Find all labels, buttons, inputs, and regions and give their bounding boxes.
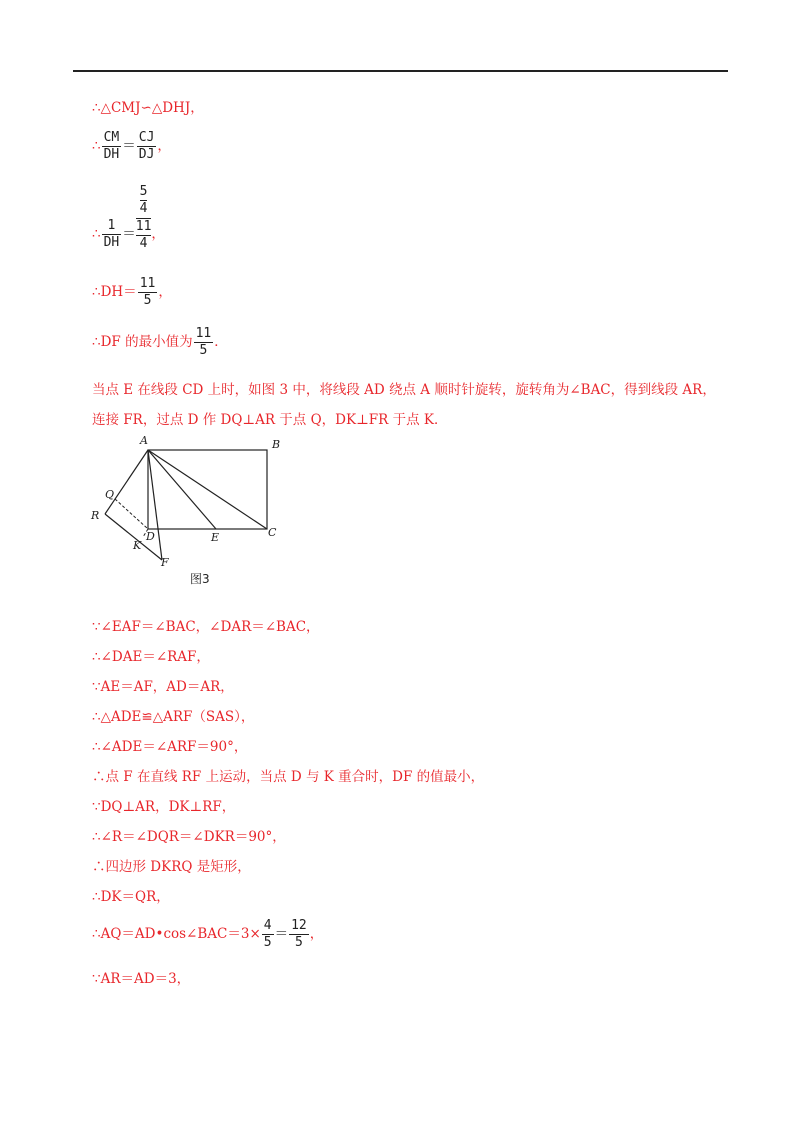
case-paragraph: 当点 E 在线段 CD 上时，如图 3 中，将线段 AD 绕点 A 顺时针旋转，旋转角为∠BAC，得到线段 AR，连接 FR，过点 D 作 DQ⊥AR 于点 Q，DK⊥FR 于点 K．: [92, 382, 716, 428]
inner-denominator: 4: [139, 236, 148, 251]
segment-ac: [148, 450, 267, 529]
therefore-symbol: ∴: [92, 138, 101, 154]
step-4: ∴△ADE≌△ARF（SAS），: [92, 709, 255, 725]
denominator: 5: [263, 935, 272, 950]
numerator: CM: [103, 130, 120, 145]
step-1: ∵∠EAF＝∠BAC，∠DAR＝∠BAC，: [92, 619, 320, 635]
segment-af: [148, 450, 162, 560]
step-11: [92, 918, 323, 951]
numerator: 1: [102, 218, 122, 235]
label-q: Q: [105, 488, 115, 501]
label-k: K: [133, 539, 142, 552]
denominator: 5: [143, 293, 152, 308]
comma: ，: [309, 926, 324, 942]
fraction-12-5: [289, 918, 309, 951]
step-10: ∴DK＝QR，: [92, 889, 170, 905]
equals: ＝: [122, 138, 136, 154]
step-5: ∴∠ADE＝∠ARF＝90°，: [92, 739, 248, 755]
segment-ae: [148, 450, 216, 529]
figure-caption: 图3: [190, 572, 210, 586]
label-c: C: [268, 526, 277, 539]
complex-fraction: [136, 184, 152, 253]
aq-equation: ∴AQ＝AD•cos∠BAC＝3×: [92, 926, 261, 942]
df-min-text: ∴DF 的最小值为: [92, 334, 193, 350]
fraction-11-5: [138, 276, 158, 309]
inner-numerator: 5: [139, 184, 148, 199]
line-similar-triangles: ∴△CMJ∽△DHJ，: [92, 100, 204, 116]
fraction-1-dh: [102, 218, 122, 251]
comma: ，: [158, 284, 172, 300]
period: ．: [214, 334, 228, 350]
line-ratio: [92, 130, 171, 163]
label-d: D: [146, 530, 155, 543]
complex-numerator: [136, 184, 152, 219]
line-df-min: [92, 326, 228, 359]
step-7: ∵DQ⊥AR，DK⊥RF，: [92, 799, 236, 815]
label-f: F: [161, 556, 169, 569]
denominator: DH: [103, 147, 120, 162]
label-b: B: [272, 438, 281, 451]
segment-ar: [105, 450, 148, 514]
denominator: 5: [199, 343, 208, 358]
header-rule: [73, 70, 728, 72]
numerator: 11: [139, 276, 156, 291]
fraction-4-5: [262, 918, 274, 951]
therefore-symbol: ∴: [92, 226, 101, 242]
denominator: 5: [295, 935, 303, 950]
step-6: ∴点 F 在直线 RF 上运动，当点 D 与 K 重合时，DF 的值最小，: [92, 769, 485, 785]
comma: ，: [151, 226, 165, 242]
fraction-cj-dj: [137, 130, 157, 163]
inner-numerator: 11: [135, 219, 152, 234]
dashed-qd: [115, 499, 148, 529]
figure-3-diagram: [85, 432, 295, 572]
complex-denominator: [136, 219, 152, 253]
fraction-11-5: [194, 326, 214, 359]
line-dh-value: [92, 276, 172, 309]
step-3: ∵AE＝AF，AD＝AR，: [92, 679, 234, 695]
comma: ，: [157, 138, 171, 154]
fraction-cm-dh: [102, 130, 122, 163]
numerator: 11: [195, 326, 212, 341]
numerator: CJ: [138, 130, 155, 145]
label-r: R: [91, 509, 100, 522]
denominator: DJ: [138, 147, 155, 162]
dh-equals: ∴DH＝: [92, 284, 137, 300]
inner-denominator: 4: [139, 201, 148, 216]
denominator: DH: [103, 235, 120, 250]
label-e: E: [211, 531, 220, 544]
step-2: ∴∠DAE＝∠RAF，: [92, 649, 210, 665]
step-9: ∴四边形 DKRQ 是矩形，: [92, 859, 251, 875]
step-8: ∴∠R＝∠DQR＝∠DKR＝90°，: [92, 829, 286, 845]
equals: ＝: [122, 226, 136, 242]
label-a: A: [140, 434, 148, 447]
equals: ＝: [274, 926, 289, 942]
numerator: 12: [291, 918, 307, 933]
numerator: 4: [263, 918, 272, 933]
line-substitution: [92, 184, 165, 253]
step-12: ∵AR＝AD＝3，: [92, 971, 191, 987]
